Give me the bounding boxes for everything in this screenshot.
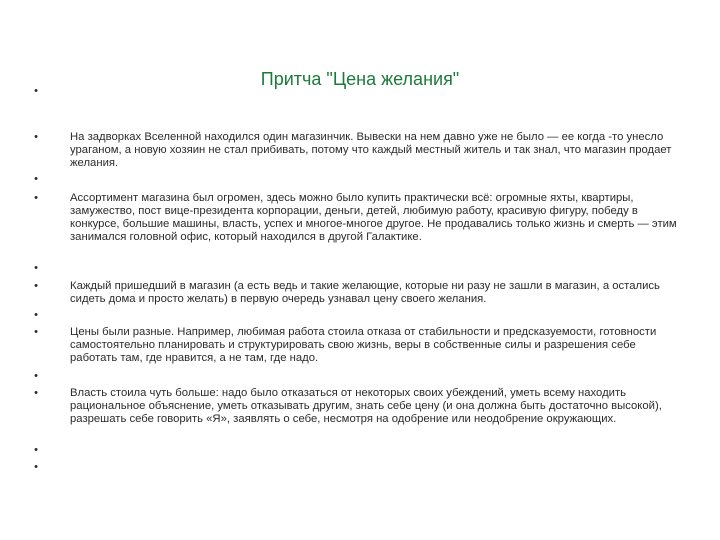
- paragraph-assortment: Ассортимент магазина был огромен, здесь можно было купить практически всё: огромные яхты, квартиры, замужество, пост вице-президента корпорации, деньги, детей, любимую работу, красивую фигуру, победу в конкурсе, большие машины, власть, успех и многое-многое другое. Не продавались только жизнь и смерть — этим занимался головной офис, который находился в другой Галактике.: [70, 192, 677, 243]
- paragraph-power: Власть стоила чуть больше: надо было отказаться от некоторых своих убеждений, уметь всему находить рациональное объяснение, уметь отказывать другим, знать себе цену (и она должна быть достаточно высокой), разрешать себе говорить «Я», заявлять о себе, несмотря на одобрение или неодобрение окружающих.: [70, 387, 662, 425]
- paragraph-shop: На задворках Вселенной находился один магазинчик. Вывески на нем давно уже не было — ее когда -то унесло ураганом, а новую хозяин не стал прибивать, потому что каждый местный житель и так знал, что магазин продает желания.: [70, 131, 672, 169]
- bullet-marker: •: [34, 262, 38, 274]
- bullet-marker: •: [34, 131, 38, 143]
- bullet-marker: •: [34, 370, 38, 382]
- bullet-marker: •: [34, 444, 38, 456]
- bullet-marker: •: [34, 387, 38, 399]
- paragraph-prices-differ: Цены были разные. Например, любимая работа стоила отказа от стабильности и предсказуемости, готовности самостоятельно планировать и структурировать свою жизнь, веры в собственные силы и разрешения себе работать там, где нравится, а не там, где надо.: [70, 326, 657, 364]
- bullet-marker: •: [34, 280, 38, 292]
- slide-title: Притча "Цена желания": [260, 69, 460, 89]
- bullet-marker: •: [34, 309, 38, 321]
- bullet-marker: •: [34, 85, 38, 97]
- bullet-marker: •: [34, 192, 38, 204]
- bullet-marker: •: [34, 461, 38, 473]
- paragraph-price: Каждый пришедший в магазин (а есть ведь и такие желающие, которые ни разу не зашли в магазин, а остались сидеть дома и просто желать) в первую очередь узнавал цену своего желания.: [70, 280, 660, 305]
- bullet-marker: •: [34, 173, 38, 185]
- bullet-marker: •: [34, 326, 38, 338]
